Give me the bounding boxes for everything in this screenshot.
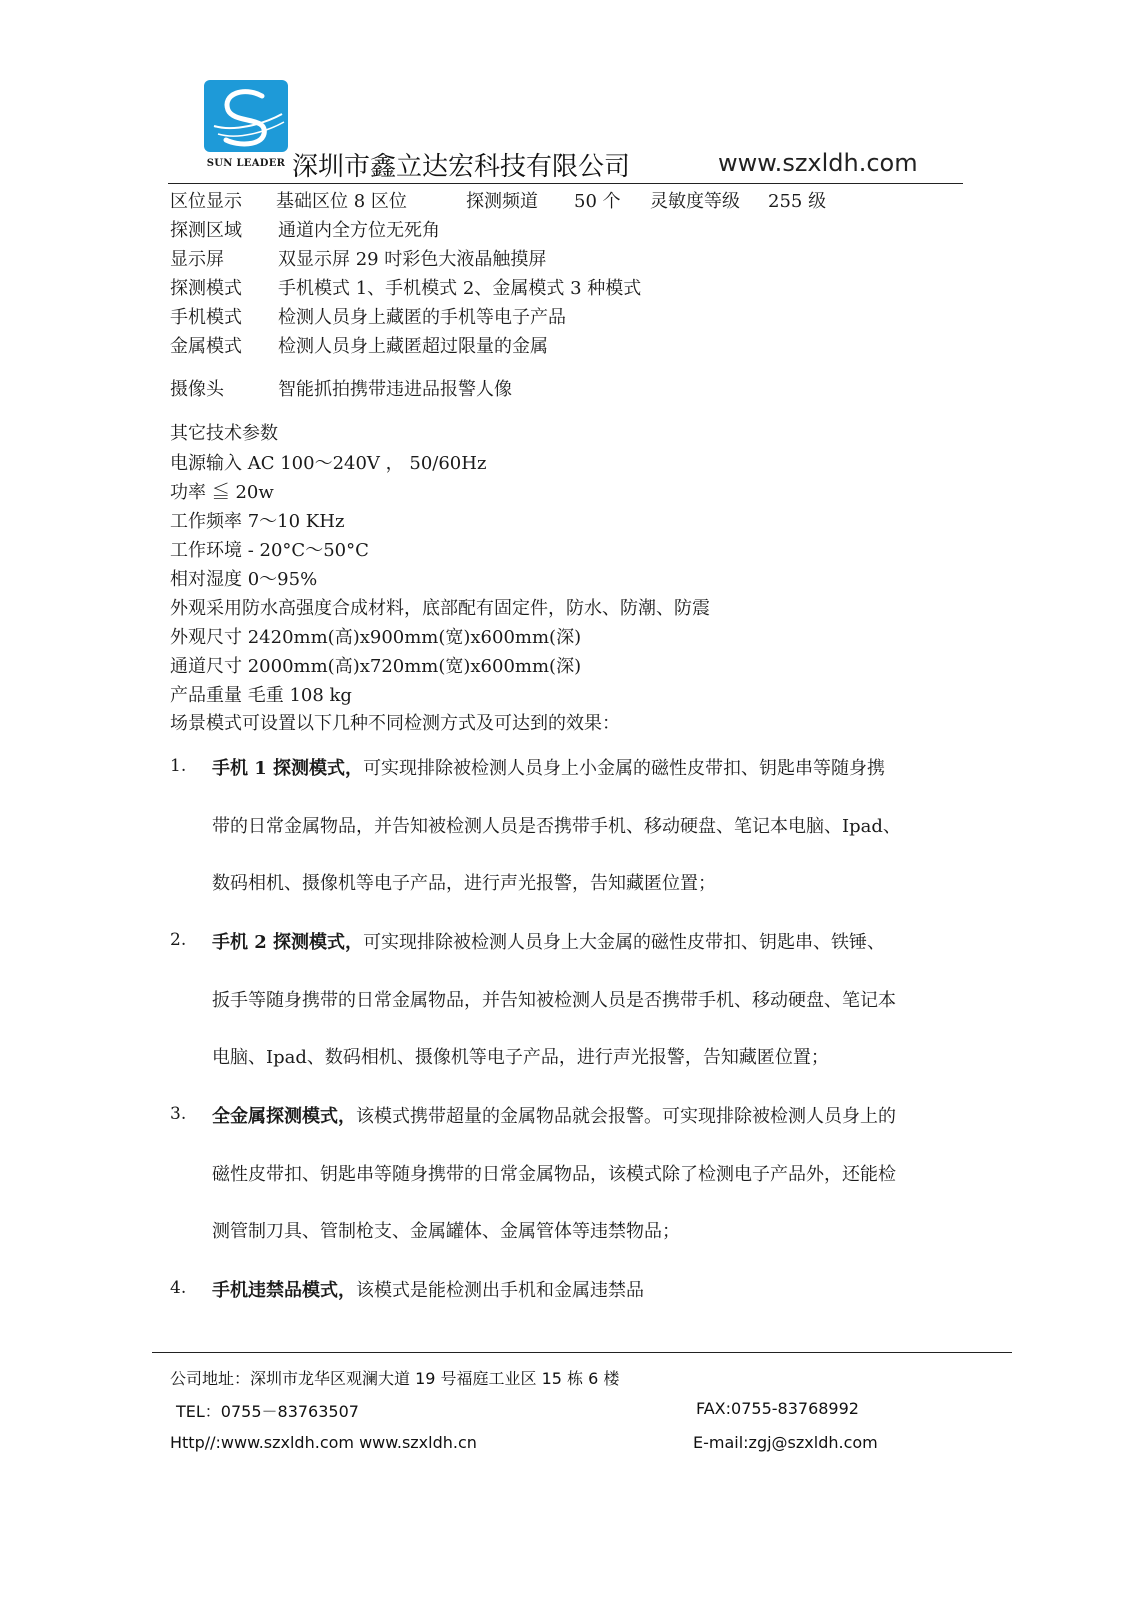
spec-row bbox=[170, 303, 566, 329]
mode-title: 手机违禁品模式， bbox=[212, 1280, 356, 1301]
footer-tel: TEL：0755－83763507 bbox=[176, 1402, 359, 1421]
mode-text: 电脑、Ipad、数码相机、摄像机等电子产品，进行声光报警，告知藏匿位置； bbox=[212, 1047, 829, 1068]
channel-value: 50 个 bbox=[574, 191, 621, 212]
param-line: 工作环境 - 20°C～50°C bbox=[170, 540, 369, 561]
param-line: 产品重量 毛重 108 kg bbox=[170, 685, 352, 706]
spec-label: 探测模式 bbox=[170, 278, 242, 299]
spec-row-zone bbox=[170, 187, 826, 213]
param-line: 功率 ≦ 20w bbox=[170, 482, 274, 503]
zone-label: 区位显示 bbox=[170, 191, 242, 212]
list-item bbox=[212, 1102, 896, 1128]
logo-icon bbox=[204, 80, 288, 152]
list-item bbox=[212, 928, 885, 954]
spec-value: 双显示屏 29 吋彩色大液晶触摸屏 bbox=[278, 249, 547, 270]
param-line: 工作频率 7～10 KHz bbox=[170, 511, 345, 532]
list-number: 1. bbox=[170, 756, 187, 776]
spec-value: 检测人员身上藏匿超过限量的金属 bbox=[278, 336, 548, 357]
spec-label: 手机模式 bbox=[170, 307, 242, 328]
mode-title: 手机 1 探测模式， bbox=[212, 758, 364, 779]
footer-email: E-mail:zgj@szxldh.com bbox=[693, 1433, 878, 1452]
param-line: 通道尺寸 2000mm(高)x720mm(宽)x600mm(深) bbox=[170, 656, 582, 677]
spec-row bbox=[170, 274, 641, 300]
footer-websites: Http//:www.szxldh.com www.szxldh.cn bbox=[170, 1433, 477, 1452]
company-name: 深圳市鑫立达宏科技有限公司 bbox=[292, 152, 631, 182]
list-item bbox=[212, 754, 885, 780]
footer-address: 公司地址：深圳市龙华区观澜大道 19 号福庭工业区 15 栋 6 楼 bbox=[170, 1369, 620, 1388]
sensitivity-value: 255 级 bbox=[768, 191, 827, 212]
mode-text: 可实现排除被检测人员身上大金属的磁性皮带扣、钥匙串、铁锤、 bbox=[363, 932, 886, 953]
company-logo bbox=[204, 80, 288, 152]
param-line: 外观尺寸 2420mm(高)x900mm(宽)x600mm(深) bbox=[170, 627, 582, 648]
logo-caption: SUN LEADER bbox=[206, 158, 286, 169]
spec-row bbox=[170, 375, 512, 401]
footer-fax: FAX:0755-83768992 bbox=[696, 1399, 859, 1418]
zone-value: 基础区位 8 区位 bbox=[276, 191, 407, 212]
list-number: 4. bbox=[170, 1278, 187, 1298]
mode-title: 手机 2 探测模式， bbox=[212, 932, 364, 953]
spec-value: 检测人员身上藏匿的手机等电子产品 bbox=[278, 307, 566, 328]
mode-text: 该模式是能检测出手机和金属违禁品 bbox=[356, 1280, 644, 1301]
mode-text: 可实现排除被检测人员身上小金属的磁性皮带扣、钥匙串等随身携 bbox=[363, 758, 886, 779]
mode-text: 该模式携带超量的金属物品就会报警。可实现排除被检测人员身上的 bbox=[356, 1106, 896, 1127]
param-line: 场景模式可设置以下几种不同检测方式及可达到的效果： bbox=[170, 713, 620, 734]
spec-label: 探测区域 bbox=[170, 220, 242, 241]
spec-label: 金属模式 bbox=[170, 336, 242, 357]
header-website: www.szxldh.com bbox=[718, 149, 918, 177]
mode-text: 磁性皮带扣、钥匙串等随身携带的日常金属物品，该模式除了检测电子产品外，还能检 bbox=[212, 1164, 896, 1185]
sensitivity-label: 灵敏度等级 bbox=[650, 191, 740, 212]
channel-label: 探测频道 bbox=[466, 191, 538, 212]
list-number: 3. bbox=[170, 1104, 187, 1124]
mode-text: 数码相机、摄像机等电子产品，进行声光报警，告知藏匿位置； bbox=[212, 873, 716, 894]
footer-divider bbox=[152, 1352, 1012, 1353]
param-line: 外观采用防水高强度合成材料，底部配有固定件，防水、防潮、防震 bbox=[170, 598, 710, 619]
other-heading: 其它技术参数 bbox=[170, 423, 278, 444]
list-item bbox=[212, 1276, 644, 1302]
header-divider bbox=[168, 183, 963, 184]
spec-label: 显示屏 bbox=[170, 249, 224, 270]
spec-row bbox=[170, 332, 548, 358]
mode-text: 扳手等随身携带的日常金属物品，并告知被检测人员是否携带手机、移动硬盘、笔记本 bbox=[212, 990, 896, 1011]
spec-label: 摄像头 bbox=[170, 379, 224, 400]
param-line: 电源输入 AC 100～240V ， 50/60Hz bbox=[170, 453, 487, 474]
param-line: 相对湿度 0～95% bbox=[170, 569, 318, 590]
mode-text: 测管制刀具、管制枪支、金属罐体、金属管体等违禁物品； bbox=[212, 1221, 680, 1242]
mode-title: 全金属探测模式， bbox=[212, 1106, 356, 1127]
mode-text: 带的日常金属物品，并告知被检测人员是否携带手机、移动硬盘、笔记本电脑、Ipad、 bbox=[212, 816, 901, 837]
spec-value: 手机模式 1、手机模式 2、金属模式 3 种模式 bbox=[278, 278, 642, 299]
spec-row bbox=[170, 245, 546, 271]
spec-value: 智能抓拍携带违进品报警人像 bbox=[278, 379, 512, 400]
spec-row bbox=[170, 216, 440, 242]
spec-value: 通道内全方位无死角 bbox=[278, 220, 440, 241]
list-number: 2. bbox=[170, 930, 187, 950]
